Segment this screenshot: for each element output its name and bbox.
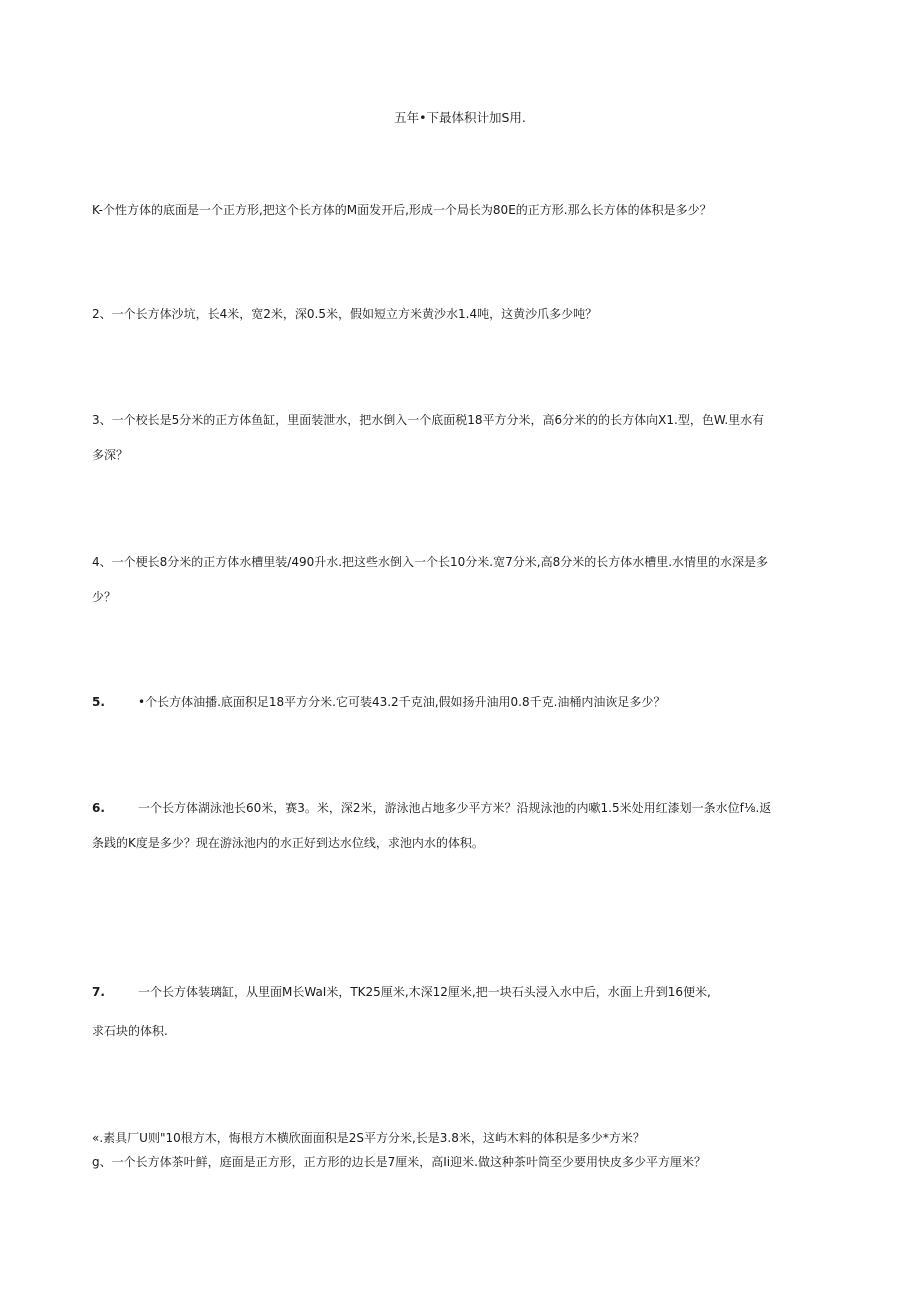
problem-6-continuation: 条践的K度是多少？现在游泳池内的水正好到达水位线，求池内水的体积。: [92, 836, 484, 850]
problem-8-text: «.素具厂U则"10根方木，悔根方木横欣面面积是2S平方分米,长是3.8米，这屿木料的体积是多少*方米？: [92, 1131, 645, 1145]
problem-1: [92, 200, 832, 220]
problem-9-text: g、一个长方体茶叶鲜，庭面是正方形，正方形的边长是7厘米，高Ii迎米.做这种茶叶筒至少要用快皮多少平方厘米？: [92, 1155, 706, 1169]
problem-6-text: 一个长方体湖泳池长60米，赛3。米，深2米，游泳池占地多少平方米？沿规泳池的内嗽1.5米处用红漆划一条水位f⅛.返: [138, 801, 772, 815]
problem-8: [92, 1128, 832, 1148]
problem-5-number: 5.: [92, 695, 105, 709]
problem-2: [92, 304, 832, 324]
problem-3-continuation: 多深？: [92, 448, 129, 462]
problem-6: [92, 798, 832, 818]
problem-7-continuation: 求石块的体积.: [92, 1024, 168, 1038]
problem-9: [92, 1152, 832, 1172]
problem-3: [92, 410, 832, 430]
problem-4-continuation: 少？: [92, 590, 117, 604]
problem-5: [92, 692, 832, 712]
problem-1-text: K-个性方体的底面是一个正方形,把这个长方体的M面发开后,形成一个局长为80E的正方形.那么长方体的体积是多少？: [92, 203, 712, 217]
problem-7-number: 7.: [92, 985, 105, 999]
problem-4-text: 4、一个梗长8分米的正方体水槽里装/490升水.把这些水倒入一个长10分米.宽7分米,高8分米的长方体水槽里.水情里的水深是多: [92, 555, 769, 569]
problem-4: [92, 552, 832, 572]
problem-7-text: 一个长方体装璃缸，从里面M长WaI米，TK25厘米,木深12厘米,把一块石头浸入水中后，水面上升到16便米,: [138, 985, 711, 999]
problem-6-number: 6.: [92, 801, 105, 815]
page-title: 五年•下最体积计加S用.: [394, 110, 526, 125]
problem-7: [92, 982, 832, 1002]
problem-3-text: 3、一个校长是5分米的正方体鱼缸，里面装泄水，把水倒入一个底面税18平方分米，高6分米的的长方体向X1.型，色W.里水有: [92, 413, 765, 427]
problem-5-text: •个长方体油播.底面积足18平方分米.它可装43.2千克油,假如扬升油用0.8千克.油桶内油诙足多少？: [138, 695, 666, 709]
problem-2-text: 2、一个长方体沙坑，长4米，宽2米，深0.5米，假如短立方米黄沙水1.4吨，这黄沙爪多少吨？: [92, 307, 598, 321]
